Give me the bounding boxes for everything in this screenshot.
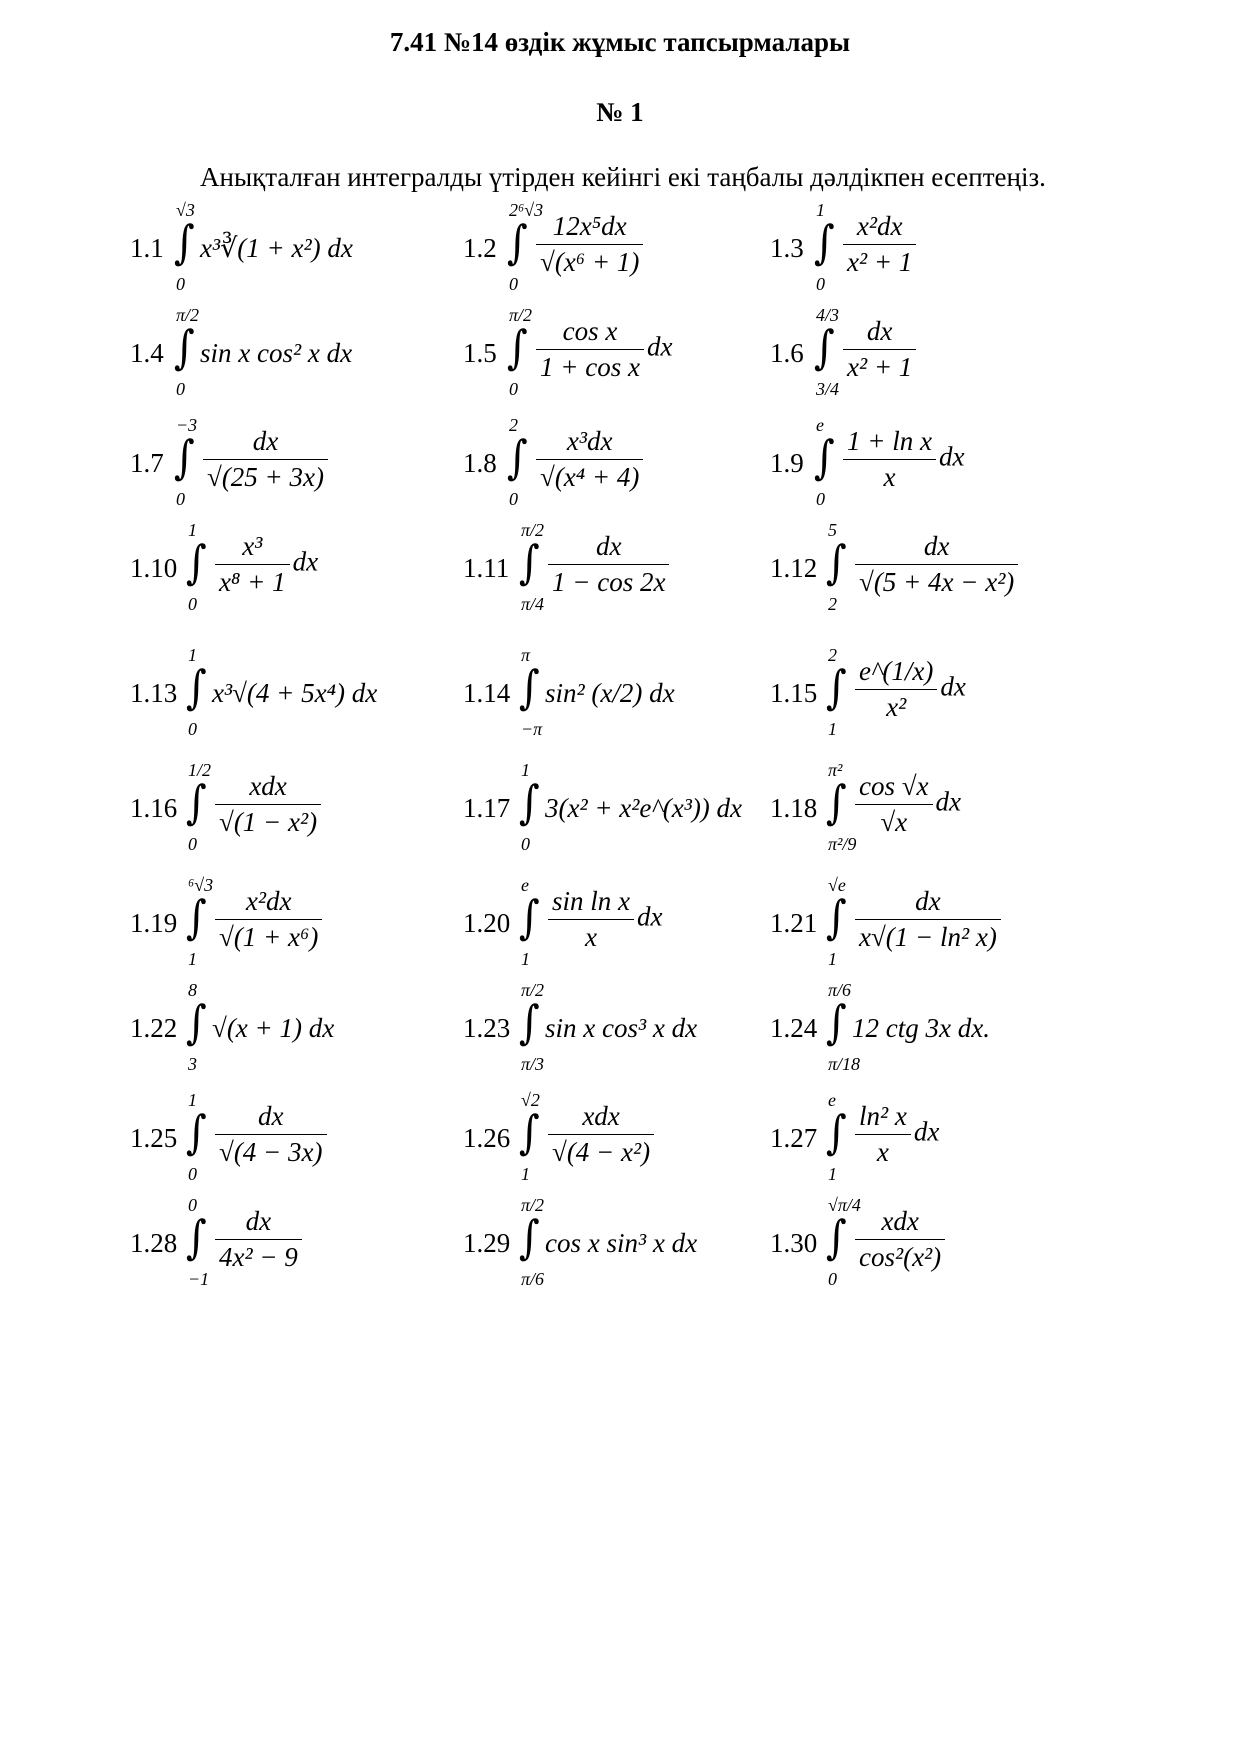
problem-item	[130, 975, 510, 1085]
lower-limit: 1	[188, 949, 197, 969]
problem-item	[770, 300, 1150, 410]
problem-item	[770, 975, 1150, 1085]
integrand	[852, 531, 1021, 598]
problem-label: 1.21	[770, 908, 818, 938]
integrand-tail: dx	[940, 671, 966, 702]
numerator: sin ln x	[548, 886, 634, 920]
integrand	[533, 211, 646, 278]
lower-limit: 1	[521, 949, 530, 969]
problem-label: 1.27	[770, 1123, 818, 1153]
integrand-fraction	[843, 316, 916, 383]
denominator: 4x² − 9	[219, 1242, 298, 1272]
integrand-fraction	[855, 886, 1001, 953]
integrand	[545, 678, 675, 709]
integrand-fraction	[843, 426, 936, 493]
upper-limit: 1/2	[188, 760, 212, 780]
integral-sign: ∫	[826, 661, 847, 715]
integrand-fraction	[548, 531, 669, 598]
integrand-fraction	[536, 316, 644, 383]
integrand-expression: sin² (x/2) dx	[545, 678, 675, 708]
integral-sign: ∫	[186, 891, 207, 945]
lower-limit: 0	[188, 1164, 197, 1184]
integrand-fraction	[215, 531, 290, 598]
denominator: 1 − cos 2x	[552, 567, 666, 597]
integral-sign: ∫	[826, 776, 847, 830]
integrand-fraction	[855, 1101, 911, 1168]
integrand	[212, 771, 324, 838]
denominator: √x	[880, 807, 908, 837]
numerator: dx	[215, 1206, 302, 1240]
upper-limit: −3	[176, 415, 198, 435]
integral-sign: ∫	[826, 996, 847, 1050]
integral-sign: ∫	[519, 1106, 540, 1160]
upper-limit: 2⁶√3	[509, 200, 544, 220]
lower-limit: 0	[176, 489, 185, 509]
problem-item	[130, 640, 510, 750]
lower-limit: 3	[188, 1054, 197, 1074]
integral-sign: ∫	[174, 321, 195, 375]
integral-sign: ∫	[519, 536, 540, 590]
numerator: ln² x	[855, 1101, 911, 1135]
integrand	[545, 1228, 697, 1259]
numerator: dx	[843, 316, 916, 350]
integral-sign: ∫	[186, 776, 207, 830]
numerator: dx	[855, 531, 1018, 565]
denominator: x	[883, 462, 896, 492]
integrand-expression: cos x sin³ x dx	[545, 1228, 698, 1258]
lower-limit: −π	[521, 719, 543, 739]
integrand	[852, 886, 1004, 953]
integral-sign: ∫	[826, 891, 847, 945]
upper-limit: π/6	[828, 980, 852, 1000]
integrand	[200, 426, 331, 493]
integrand	[212, 1101, 330, 1168]
problem-label: 1.9	[770, 448, 804, 478]
integral-sign: ∫	[186, 996, 207, 1050]
integrand	[200, 233, 353, 264]
integral-sign: ∫	[507, 431, 528, 485]
problem-label: 1.26	[463, 1123, 511, 1153]
integrand-fraction	[215, 1101, 327, 1168]
numerator: xdx	[855, 1206, 945, 1240]
problem-label: 1.12	[770, 553, 818, 583]
integrand-fraction	[536, 211, 643, 278]
numerator: cos √x	[855, 771, 933, 805]
upper-limit: π/2	[521, 980, 545, 1000]
problem-label: 1.14	[463, 678, 511, 708]
integrand	[212, 1206, 305, 1273]
upper-limit: π/2	[176, 305, 200, 325]
lower-limit: 1	[828, 719, 837, 739]
problem-label: 1.13	[130, 678, 178, 708]
numerator: e^(1/x)	[855, 656, 937, 690]
denominator: √(5 + 4x − x²)	[859, 567, 1015, 597]
problem-label: 1.24	[770, 1013, 818, 1043]
problem-item	[130, 870, 510, 980]
integrand-fraction	[855, 656, 937, 723]
lower-limit: −1	[188, 1269, 210, 1289]
upper-limit: π/2	[521, 1195, 545, 1215]
integral-sign: ∫	[519, 661, 540, 715]
lower-limit: 1	[521, 1164, 530, 1184]
upper-limit: 1	[188, 1090, 197, 1110]
numerator: x²dx	[215, 886, 322, 920]
instruction-text: Анықталған интегралды үтірден кейінгі екі таңбалы дәлдікпен есептеңіз.	[200, 162, 1046, 192]
integrand-fraction	[215, 771, 321, 838]
integrand-tail: dx	[292, 546, 319, 577]
integral-sign: ∫	[519, 996, 540, 1050]
numerator: cos x	[536, 316, 644, 350]
integrand	[840, 426, 964, 493]
problem-label: 1.28	[130, 1228, 178, 1258]
integral-sign: ∫	[507, 216, 528, 270]
integrand-expression: sin x cos³ x dx	[545, 1013, 698, 1043]
integral-sign: ∫	[814, 216, 835, 270]
lower-limit: 0	[521, 834, 530, 854]
problem-label: 1.17	[463, 793, 511, 823]
problem-label: 1.6	[770, 338, 804, 368]
numerator: dx	[215, 1101, 327, 1135]
lower-limit: 0	[509, 379, 518, 399]
problem-item	[770, 1085, 1150, 1195]
upper-limit: 5	[828, 520, 837, 540]
integrand	[212, 678, 377, 709]
lower-limit: 1	[828, 949, 837, 969]
problem-item	[130, 755, 510, 865]
problem-item	[130, 300, 510, 410]
problem-item	[130, 410, 510, 520]
problem-label: 1.30	[770, 1228, 818, 1258]
page-title: 7.41 №14 өздік жұмыс тапсырмалары	[389, 27, 851, 57]
integrand-expression: 3(x² + x²e^(x³)) dx	[545, 793, 743, 823]
upper-limit: 2	[828, 645, 837, 665]
integrand-fraction	[215, 886, 322, 953]
integrand-tail: dx	[938, 441, 965, 472]
problem-label: 1.18	[770, 793, 818, 823]
integrand-fraction	[548, 1101, 654, 1168]
problem-item	[770, 755, 1150, 865]
problem-item	[770, 870, 1150, 980]
numerator: x³	[215, 531, 290, 565]
lower-limit: π/4	[521, 594, 545, 614]
integral-sign: ∫	[814, 321, 835, 375]
integrand	[545, 1013, 697, 1044]
task-number: № 1	[596, 97, 644, 127]
upper-limit: e	[828, 1090, 836, 1110]
integrand	[852, 771, 961, 838]
denominator: 1 + cos x	[540, 352, 640, 382]
lower-limit: π/18	[828, 1054, 861, 1074]
upper-limit: π/2	[521, 520, 545, 540]
problem-label: 1.1	[130, 233, 164, 263]
problem-label: 1.15	[770, 678, 818, 708]
denominator: √(1 − x²)	[219, 807, 318, 837]
problem-label: 1.10	[130, 553, 178, 583]
numerator: x²dx	[843, 211, 916, 245]
integrand-fraction	[855, 771, 933, 838]
problem-item	[130, 1190, 510, 1300]
upper-limit: 8	[188, 980, 197, 1000]
denominator: x² + 1	[847, 352, 913, 382]
upper-limit: e	[521, 875, 529, 895]
integrand-expression: x³√(4 + 5x⁴) dx	[212, 678, 378, 708]
integrand	[852, 1101, 939, 1168]
problem-label: 1.2	[463, 233, 497, 263]
upper-limit: 1	[816, 200, 825, 220]
upper-limit: 2	[509, 415, 518, 435]
upper-limit: π/2	[509, 305, 533, 325]
integrand-fraction	[855, 531, 1018, 598]
denominator: x	[876, 1137, 889, 1167]
upper-limit: 4/3	[816, 305, 840, 325]
upper-limit: √2	[521, 1090, 540, 1110]
denominator: √(4 − 3x)	[219, 1137, 323, 1167]
integral-sign: ∫	[826, 1106, 847, 1160]
numerator: xdx	[548, 1101, 654, 1135]
upper-limit: √π/4	[828, 1195, 861, 1215]
integral-sign: ∫	[826, 536, 847, 590]
denominator: cos²(x²)	[859, 1242, 942, 1272]
integral-sign: ∫	[174, 216, 195, 270]
problem-label: 1.11	[463, 553, 510, 583]
integral-sign: ∫	[519, 776, 540, 830]
problem-label: 1.4	[130, 338, 164, 368]
denominator: √(1 + x⁶)	[219, 922, 319, 952]
integrand-tail: dx	[935, 786, 962, 817]
integrand-expression: sin x cos² x dx	[200, 338, 353, 368]
denominator: √(4 − x²)	[552, 1137, 651, 1167]
integrand	[545, 1101, 657, 1168]
integral-sign: ∫	[826, 1211, 847, 1265]
problem-label: 1.20	[463, 908, 511, 938]
upper-limit: 1	[188, 645, 197, 665]
integrand-fraction	[203, 426, 328, 493]
integrand-fraction	[843, 211, 916, 278]
lower-limit: π²/9	[828, 834, 857, 854]
numerator: dx	[548, 531, 669, 565]
integrand-expression: √(x + 1) dx	[212, 1013, 335, 1043]
problem-item	[770, 515, 1150, 625]
problem-label: 1.7	[130, 448, 164, 478]
problem-label: 1.25	[130, 1123, 178, 1153]
integrand	[840, 211, 919, 278]
integrand	[545, 793, 742, 824]
denominator: x² + 1	[847, 247, 913, 277]
integrand	[840, 316, 919, 383]
upper-limit: 0	[188, 1195, 197, 1215]
problem-label: 1.5	[463, 338, 497, 368]
numerator: 12x⁵dx	[536, 211, 643, 245]
numerator: x³dx	[536, 426, 643, 460]
denominator: x²	[886, 692, 907, 722]
lower-limit: 0	[176, 274, 185, 294]
integrand-expression: x³∛(1 + x²) dx	[200, 233, 353, 263]
lower-limit: 0	[816, 489, 825, 509]
lower-limit: 0	[176, 379, 185, 399]
numerator: 1 + ln x	[843, 426, 936, 460]
upper-limit: π²	[828, 760, 843, 780]
problem-label: 1.29	[463, 1228, 511, 1258]
lower-limit: 0	[188, 719, 197, 739]
problem-label: 1.3	[770, 233, 804, 263]
lower-limit: 2	[828, 594, 837, 614]
upper-limit: √e	[828, 875, 846, 895]
upper-limit: 1	[188, 520, 197, 540]
problem-label: 1.22	[130, 1013, 178, 1043]
problem-label: 1.19	[130, 908, 178, 938]
integrand	[200, 338, 352, 369]
integrand	[212, 531, 318, 598]
problem-label: 1.23	[463, 1013, 511, 1043]
upper-limit: e	[816, 415, 824, 435]
integrand-fraction	[548, 886, 634, 953]
integrand-tail: dx	[913, 1116, 940, 1147]
numerator: dx	[203, 426, 328, 460]
integral-sign: ∫	[186, 1106, 207, 1160]
lower-limit: π/6	[521, 1269, 545, 1289]
integrand-fraction	[855, 1206, 945, 1273]
integral-sign: ∫	[519, 891, 540, 945]
integrand-fraction	[215, 1206, 302, 1273]
integrand-fraction	[536, 426, 643, 493]
problem-label: 1.8	[463, 448, 497, 478]
integrand-tail: dx	[637, 901, 663, 932]
integrand	[212, 886, 325, 953]
upper-limit: ⁶√3	[188, 875, 214, 895]
numerator: dx	[855, 886, 1001, 920]
upper-limit: π	[521, 645, 531, 665]
integrand-tail: dx	[646, 331, 673, 362]
integrand	[545, 886, 662, 953]
lower-limit: 0	[828, 1269, 837, 1289]
integrand	[852, 1206, 948, 1273]
integrand	[533, 316, 672, 383]
integral-sign: ∫	[186, 661, 207, 715]
lower-limit: 1	[828, 1164, 837, 1184]
integrand-expression: 12 ctg 3x dx.	[852, 1013, 990, 1043]
integral-sign: ∫	[814, 431, 835, 485]
integrand	[212, 1013, 334, 1044]
lower-limit: 0	[188, 594, 197, 614]
problem-item	[770, 1190, 1150, 1300]
integrand	[852, 656, 966, 723]
lower-limit: 0	[509, 274, 518, 294]
lower-limit: 0	[188, 834, 197, 854]
lower-limit: π/3	[521, 1054, 545, 1074]
problem-item	[130, 515, 510, 625]
denominator: √(x⁴ + 4)	[540, 462, 640, 492]
denominator: √(25 + 3x)	[207, 462, 325, 492]
numerator: xdx	[215, 771, 321, 805]
integrand	[852, 1013, 990, 1044]
problem-label: 1.16	[130, 793, 178, 823]
lower-limit: 0	[509, 489, 518, 509]
integral-sign: ∫	[174, 431, 195, 485]
lower-limit: 0	[816, 274, 825, 294]
problem-item	[130, 1085, 510, 1195]
problem-item	[130, 195, 510, 305]
problem-item	[770, 640, 1150, 750]
denominator: x	[585, 922, 597, 952]
integrand	[545, 531, 672, 598]
integral-sign: ∫	[186, 536, 207, 590]
problem-item	[770, 410, 1150, 520]
integrand	[533, 426, 646, 493]
problem-item	[770, 195, 1150, 305]
integral-sign: ∫	[507, 321, 528, 375]
lower-limit: 3/4	[816, 379, 840, 399]
denominator: x√(1 − ln² x)	[859, 922, 997, 952]
integral-sign: ∫	[519, 1211, 540, 1265]
denominator: √(x⁶ + 1)	[540, 247, 640, 277]
integral-sign: ∫	[186, 1211, 207, 1265]
upper-limit: √3	[176, 200, 195, 220]
upper-limit: 1	[521, 760, 530, 780]
denominator: x⁸ + 1	[219, 567, 286, 597]
